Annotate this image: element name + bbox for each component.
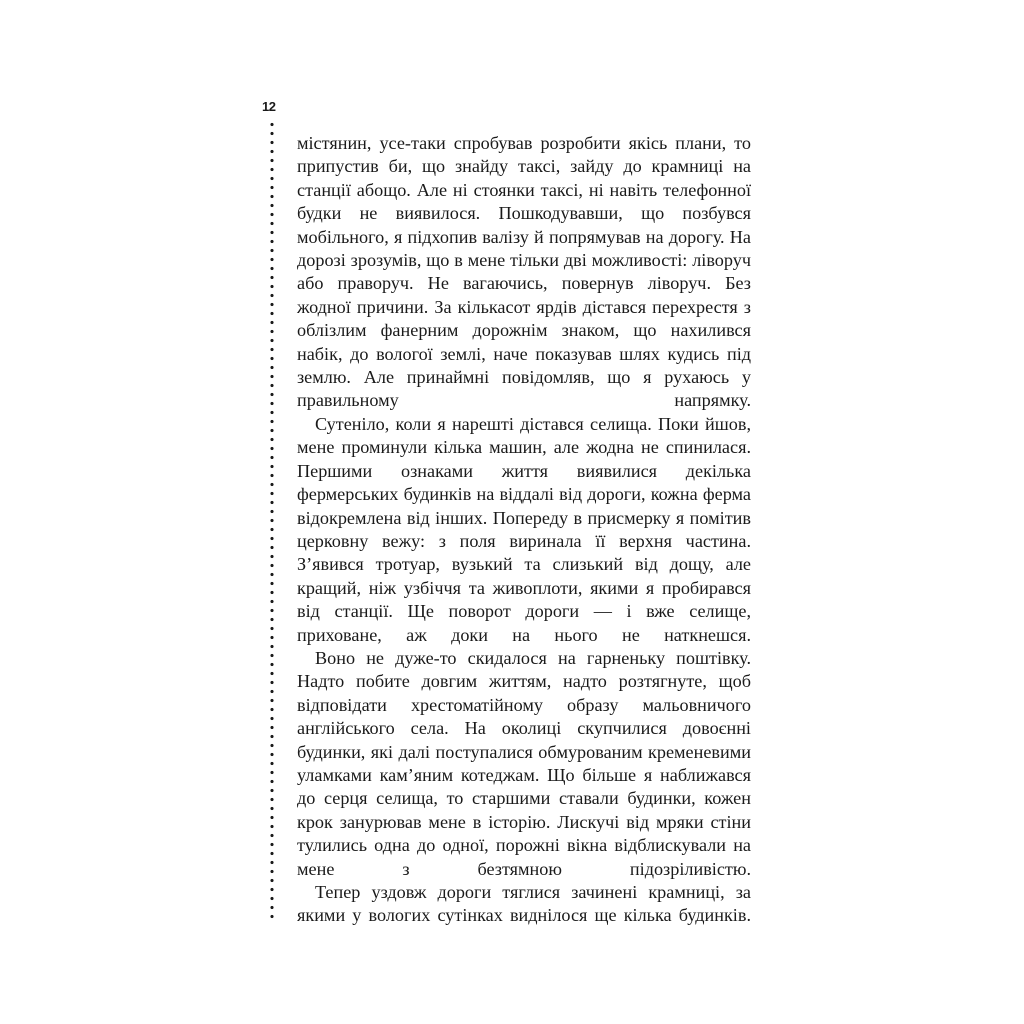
dotted-margin-rule bbox=[270, 120, 274, 920]
page-number: 12 bbox=[262, 99, 276, 114]
body-text bbox=[297, 132, 751, 928]
paragraph-3: Воно не дуже-то скидалося на гарненьку поштівку. Надто побите довгим життям, надто розтягнуте, щоб відповідати хрестоматійному образу мальовничого англійського села. На околиці скупчилися довоєнні будинки, які далі поступалися обмурованим кременевими уламками кам’яним котеджам. Що більше я наближався до серця селища, то старшими ставали будинки, кожен крок занурював мене в історію. Лискучі від мряки стіни тулились одна до одної, порожні вікна відблискували на мене з безтямною підозріливістю. bbox=[297, 647, 751, 879]
paragraph-4: Тепер уздовж дороги тяглися зачинені крамниці, за якими у вологих сутінках виднілося ще кілька будинків. bbox=[297, 882, 751, 926]
paragraph-2: Сутеніло, коли я нарешті дістався селища. Поки йшов, мене проминули кілька машин, але жодна не спинилася. Першими ознаками життя виявилися декілька фермерських будинків на віддалі від дороги, кожна ферма відокремлена від інших. Попереду в присмерку я помітив церковну вежу: з поля виринала її верхня частина. З’явився тротуар, вузький та слизький від дощу, але кращий, ніж узбіччя та живоплоти, якими я пробирався від станції. Ще поворот дороги — і вже селище, приховане, аж доки на нього не наткнешся. bbox=[297, 413, 751, 645]
paragraph-1: містянин, усе-таки спробував розробити якісь плани, то припустив би, що знайду таксі, зайду до крамниці на станції абощо. Але ні стоянки таксі, ні навіть телефонної будки не виявилося. Пошкодувавши, що позбувся мобільного, я підхопив валізу й попрямував на дорогу. На дорозі зрозумів, що в мене тільки дві можливості: ліворуч або праворуч. Не вагаючись, повернув ліворуч. Без жодної причини. За кількасот ярдів дістався перехрестя з облізлим фанерним дорожнім знаком, що нахилився набік, до вологої землі, наче показував шлях кудись під землю. Але принаймні повідомляв, що я рухаюсь у правильному напрямку. bbox=[297, 133, 751, 411]
